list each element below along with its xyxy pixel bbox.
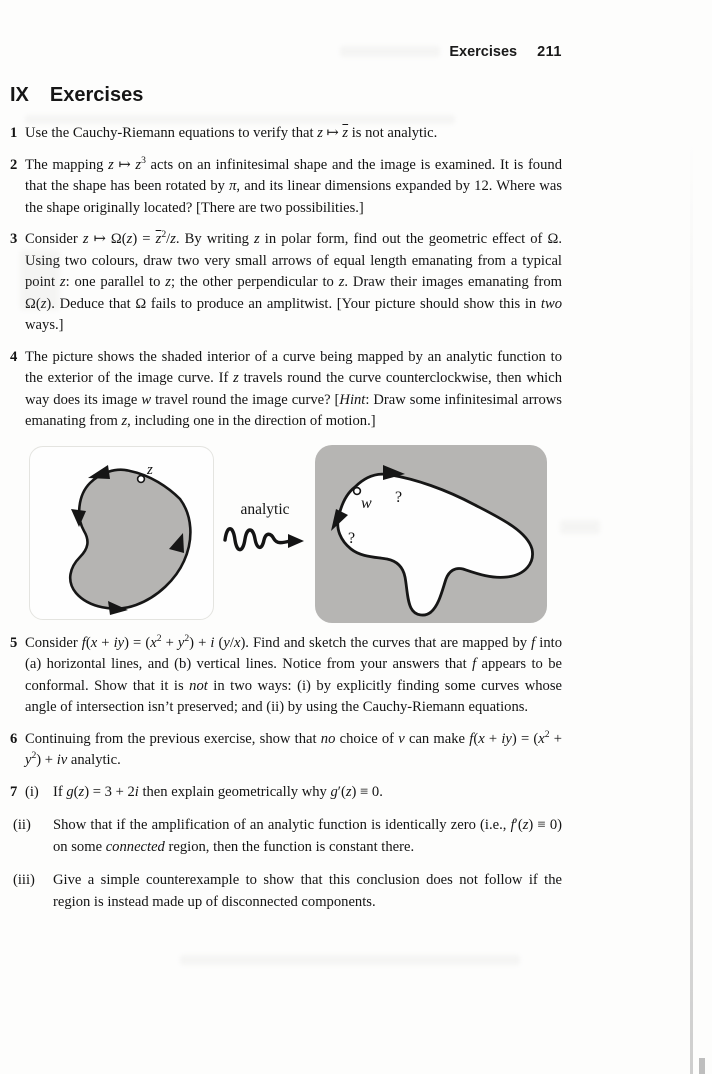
exercise-text <box>25 155 562 220</box>
text-run: Give a simple counterexample to show that this conclusion does not follow if the region is instead made up of disconnected components. <box>53 872 562 910</box>
question-mark-left: ? <box>348 529 356 547</box>
part-label: (ii) <box>13 817 31 833</box>
text-run: ). Deduce that Ω fails to produce an amplitwist. [Your picture should show this in <box>46 295 541 312</box>
text-run: Consider <box>25 231 83 247</box>
exercise-5 <box>10 633 562 719</box>
map-function-label: analytic <box>240 500 290 518</box>
text-run: ′( <box>514 817 523 833</box>
exercise-number: 7 <box>10 783 18 800</box>
text-run: not <box>189 677 208 694</box>
exercise-7-part-(iii) <box>13 870 562 913</box>
text-run: ; the other perpendicular to <box>170 274 339 290</box>
exercise-list <box>10 123 562 913</box>
text-run: ). Find and sketch the curves that are mapped by <box>240 634 532 651</box>
text-run: ( <box>73 783 79 800</box>
text-run: 2 <box>31 750 37 762</box>
text-run: + <box>484 730 502 747</box>
exercise-number: 2 <box>10 156 18 173</box>
text-run: can make <box>404 730 470 747</box>
text-run: is not analytic. <box>348 125 438 141</box>
figure-source-panel <box>29 446 214 620</box>
exercise-text <box>25 229 562 337</box>
text-run: z <box>233 370 239 386</box>
exercise-number: 3 <box>10 231 18 247</box>
text-run: ) = ( <box>124 634 151 651</box>
text-run: f <box>472 656 477 672</box>
text-run: ↦ Ω( <box>88 231 127 247</box>
text-run: z <box>165 274 171 290</box>
text-run: z <box>40 295 47 312</box>
text-run: x <box>233 634 241 651</box>
text-run: z <box>254 231 260 247</box>
text-run: w <box>141 391 152 408</box>
text-run: travel round the image curve? [ <box>151 391 340 408</box>
exercise-text <box>25 347 562 433</box>
text-run: π <box>229 178 237 194</box>
text-run: $\overline{z}$ <box>342 125 349 141</box>
exercise-text <box>25 633 562 719</box>
text-run: 2 <box>544 728 550 740</box>
text-run: in polar form, find out the geometric effect of Ω. Using two colours, draw two very small arrows of equal length emanating from a typical point <box>25 231 562 290</box>
text-run: z <box>121 413 128 429</box>
exercise-number: 4 <box>10 348 18 365</box>
text-run: 2 <box>156 632 162 644</box>
text-run: ) = 3 + 2 <box>84 783 135 800</box>
text-run: Consider <box>25 634 82 651</box>
text-run: iy <box>501 730 512 747</box>
text-run: y <box>177 634 185 651</box>
text-run: z <box>345 783 352 800</box>
text-run: $\overline{z}$ <box>155 231 162 247</box>
text-run: ′( <box>337 783 346 800</box>
page-content <box>10 44 562 923</box>
text-run: appears to be conformal. Show that it is <box>25 656 562 694</box>
ccw-arrow-top-icon <box>88 465 110 479</box>
text-run: . Draw their images emanating from Ω( <box>25 274 563 312</box>
text-run: y <box>25 752 32 768</box>
exercise-6 <box>10 729 562 772</box>
point-z-label: z <box>147 461 153 478</box>
text-run: z <box>108 156 114 173</box>
text-run: z <box>126 231 133 247</box>
text-run: no <box>320 730 336 747</box>
scan-smudge <box>20 250 60 310</box>
text-run: travels round the curve counterclockwise, then which way does its image <box>25 370 563 408</box>
scan-smudge <box>560 520 600 534</box>
text-run: ) + <box>189 634 211 651</box>
text-run: / <box>166 231 171 247</box>
part-text <box>53 782 562 804</box>
source-curve-drawing <box>30 447 213 619</box>
text-run: z <box>59 274 66 290</box>
exercise-number: 1 <box>10 125 18 141</box>
point-w-label: w <box>361 494 372 512</box>
text-run: two <box>540 295 562 312</box>
text-run: + <box>549 730 563 747</box>
text-run: then explain geometrically why <box>138 783 331 800</box>
text-run: into (a) horizontal lines, and (b) vertical lines. Notice from your answers that <box>25 634 562 672</box>
text-run: g <box>330 783 338 800</box>
text-run: x <box>478 730 485 747</box>
text-run: z <box>135 156 142 173</box>
scan-smudge <box>25 115 455 124</box>
exercise-text <box>25 123 562 145</box>
page-corner-mark <box>699 1058 705 1074</box>
text-run: f <box>81 634 86 651</box>
section-number: IX <box>10 84 29 106</box>
question-mark-top: ? <box>395 488 403 506</box>
text-run: ( <box>473 730 479 747</box>
source-blob <box>70 469 190 608</box>
section-heading <box>10 84 562 108</box>
exercise-text <box>25 729 562 772</box>
exercise-3 <box>10 229 562 337</box>
part-text <box>53 815 562 858</box>
text-run: + <box>161 634 178 651</box>
text-run: Hint <box>339 391 366 408</box>
exercise-1 <box>10 123 562 145</box>
text-run: ( <box>214 634 224 651</box>
text-run: x <box>150 634 157 651</box>
exercise-text <box>13 782 562 914</box>
text-run: ) ≡ 0. <box>351 783 383 800</box>
text-run: ) ≡ 0) on some <box>53 817 562 855</box>
running-head <box>10 44 562 61</box>
text-run: , and its linear dimensions expanded by 12. Where was the shape originally located? [There are two possibilities.] <box>25 178 563 216</box>
text-run: i <box>210 634 215 651</box>
part-label: (i) <box>25 783 39 800</box>
text-run: z <box>317 125 323 141</box>
text-run: i <box>134 783 139 800</box>
text-run: If <box>53 783 67 800</box>
text-run: z <box>338 274 345 290</box>
text-run: z <box>170 231 176 247</box>
text-run: 2 <box>184 632 190 644</box>
exercise-7 <box>10 782 562 914</box>
text-run: ) = ( <box>511 730 539 747</box>
text-run: ↦ <box>322 125 343 141</box>
running-head-section: Exercises <box>449 44 518 60</box>
text-run: f <box>510 817 515 833</box>
page-edge-shadow <box>690 140 693 1074</box>
exercise-7-part-(i) <box>25 782 562 804</box>
exercise-number: 6 <box>10 730 18 747</box>
text-run: g <box>66 783 74 800</box>
text-run: in two ways: (i) by explicitly finding some curves whose angle of intersection isn’t preserved; and (ii) by using the Cauchy-Riemann equations. <box>25 677 562 715</box>
text-run: ) + <box>36 752 57 768</box>
text-run: + <box>97 634 114 651</box>
point-w-marker <box>354 487 361 494</box>
text-run: choice of <box>335 730 399 747</box>
figure-image-panel <box>315 445 547 623</box>
text-run: iv <box>56 752 68 768</box>
text-run: Continuing from the previous exercise, show that <box>25 730 321 747</box>
text-run: : Draw some infinitesimal arrows emanating from <box>25 391 562 429</box>
text-run: acts on an infinitesimal shape and the image is examined. It is found that the shape has been rotated by <box>25 156 562 194</box>
text-run: connected <box>105 838 165 855</box>
scan-smudge <box>180 955 520 965</box>
text-run: z <box>82 231 89 247</box>
text-run: ( <box>85 634 91 651</box>
running-head-page-number: 211 <box>537 44 562 60</box>
text-run: ) = <box>132 231 156 247</box>
text-run: ↦ <box>113 156 136 173</box>
scan-smudge <box>340 46 440 57</box>
text-run: The mapping <box>25 156 109 173</box>
exercise-7-part-(ii) <box>13 815 562 858</box>
text-run: z <box>522 817 529 833</box>
text-run: x <box>90 634 98 651</box>
text-run: 3 <box>141 154 146 166</box>
text-run: z <box>78 783 85 800</box>
part-label: (iii) <box>13 872 35 888</box>
text-run: : one parallel to <box>65 274 166 290</box>
text-run: 2 <box>161 229 167 241</box>
text-run: . By writing <box>175 231 255 247</box>
text-run: f <box>469 730 474 747</box>
text-run: Show that if the amplification of an analytic function is identically zero (i.e., <box>53 817 511 833</box>
text-run: region, then the function is constant there. <box>164 838 415 855</box>
part-text <box>53 870 562 913</box>
text-run: x <box>538 730 545 747</box>
text-run: / <box>229 634 234 651</box>
text-run: f <box>531 634 536 651</box>
exercise-4 <box>10 347 562 433</box>
text-run: analytic. <box>67 752 121 768</box>
text-run: The picture shows the shaded interior of a curve being mapped by an analytic function to the exterior of the image curve. If <box>25 348 562 386</box>
text-run: y <box>223 634 230 651</box>
text-run: ways.] <box>25 317 64 333</box>
figure-exercise-4 <box>10 443 562 627</box>
text-run: v <box>398 730 405 747</box>
text-run: Use the Cauchy-Riemann equations to verify that <box>25 125 318 141</box>
text-run: iy <box>113 634 125 651</box>
exercise-2 <box>10 155 562 220</box>
exercise-number: 5 <box>10 634 18 651</box>
section-title: Exercises <box>49 84 144 106</box>
point-z-marker <box>138 475 145 482</box>
squiggle-arrow-icon <box>220 519 312 559</box>
image-curve-drawing <box>315 445 547 623</box>
text-run: , including one in the direction of motion.] <box>127 413 376 429</box>
